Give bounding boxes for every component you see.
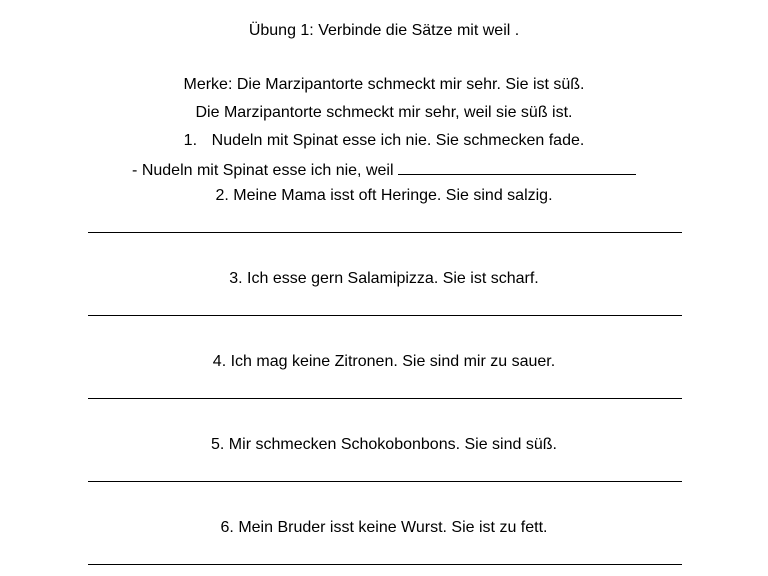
exercise-1-answer-blank[interactable] (398, 159, 636, 175)
exercise-3-answer-line[interactable] (88, 315, 682, 316)
merke-example-combined: Die Marzipantorte schmeckt mir sehr, weil sie süß ist. (195, 104, 573, 121)
exercise-1-sentence: Nudeln mit Spinat esse ich nie. Sie schmecken fade. (211, 132, 585, 149)
merke-example-sentences: Merke: Die Marzipantorte schmeckt mir sehr. Sie ist süß. (183, 76, 585, 93)
exercise-4: 4. Ich mag keine Zitronen. Sie sind mir zu sauer. (212, 353, 556, 370)
exercise-1-answer-prefix: - Nudeln mit Spinat esse ich nie, weil (132, 162, 398, 179)
exercise-6-answer-line[interactable] (88, 564, 682, 565)
exercise-3: 3. Ich esse gern Salamipizza. Sie ist scharf. (229, 270, 539, 287)
exercise-title: Übung 1: Verbinde die Sätze mit weil . (248, 22, 520, 39)
exercise-6: 6. Mein Bruder isst keine Wurst. Sie ist zu fett. (220, 519, 548, 536)
exercise-1-answer-line (0, 159, 768, 181)
exercise-4-answer-line[interactable] (88, 398, 682, 399)
exercise-5-answer-line[interactable] (88, 481, 682, 482)
exercise-2-answer-line[interactable] (88, 232, 682, 233)
exercise-2: 2. Meine Mama isst oft Heringe. Sie sind salzig. (215, 187, 553, 204)
exercise-5: 5. Mir schmecken Schokobonbons. Sie sind süß. (211, 436, 557, 453)
exercise-1-number: 1. (183, 132, 198, 149)
exercise-1 (0, 131, 768, 151)
